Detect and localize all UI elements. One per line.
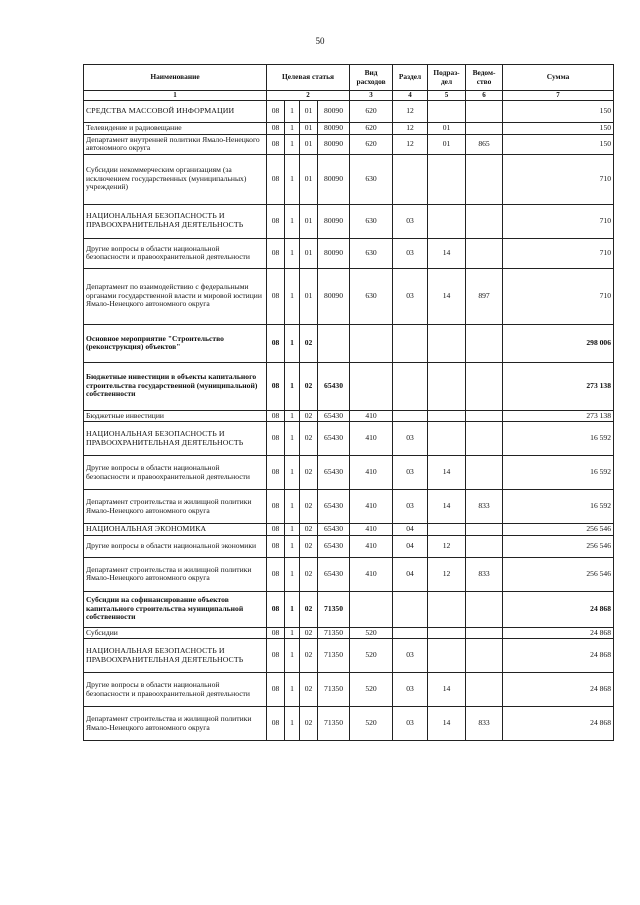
subsection-cell <box>428 591 466 627</box>
sum-cell: 710 <box>503 154 614 204</box>
subsection-cell: 14 <box>428 238 466 268</box>
subsection-cell: 14 <box>428 268 466 324</box>
table-row <box>84 557 614 591</box>
target-code-event: 02 <box>300 707 318 741</box>
target-code-direction: 65430 <box>318 490 350 524</box>
section-cell: 03 <box>393 422 428 456</box>
sum-cell: 710 <box>503 204 614 238</box>
table-row <box>84 362 614 410</box>
header-name: Наименование <box>84 65 267 91</box>
target-code-program: 08 <box>267 707 285 741</box>
table-row <box>84 238 614 268</box>
department-cell <box>466 673 503 707</box>
sum-cell: 24 868 <box>503 639 614 673</box>
target-code-direction: 71350 <box>318 627 350 639</box>
target-code-subprogram: 1 <box>285 557 300 591</box>
target-code-program: 08 <box>267 591 285 627</box>
row-name: НАЦИОНАЛЬНАЯ ЭКОНОМИКА <box>84 524 267 536</box>
target-code-subprogram: 1 <box>285 456 300 490</box>
target-code-direction: 80090 <box>318 134 350 154</box>
department-cell <box>466 627 503 639</box>
target-code-event: 02 <box>300 524 318 536</box>
table-body <box>84 101 614 741</box>
expense-type-cell: 410 <box>350 456 393 490</box>
table-row <box>84 707 614 741</box>
page-number: 50 <box>315 36 325 46</box>
target-code-event: 01 <box>300 268 318 324</box>
target-code-direction: 80090 <box>318 268 350 324</box>
target-code-program: 08 <box>267 490 285 524</box>
header-expense-type: Вид расходов <box>350 65 393 91</box>
department-cell: 833 <box>466 707 503 741</box>
table-row <box>84 639 614 673</box>
target-code-program: 08 <box>267 557 285 591</box>
target-code-program: 08 <box>267 639 285 673</box>
section-cell <box>393 362 428 410</box>
sum-cell: 150 <box>503 101 614 123</box>
department-cell <box>466 422 503 456</box>
subsection-cell <box>428 101 466 123</box>
target-code-direction: 65430 <box>318 535 350 557</box>
section-cell: 12 <box>393 123 428 135</box>
department-cell: 865 <box>466 134 503 154</box>
target-code-subprogram: 1 <box>285 154 300 204</box>
target-code-direction: 71350 <box>318 591 350 627</box>
department-cell <box>466 456 503 490</box>
target-code-event: 02 <box>300 591 318 627</box>
section-cell: 03 <box>393 639 428 673</box>
row-name: СРЕДСТВА МАССОВОЙ ИНФОРМАЦИИ <box>84 101 267 123</box>
subsection-cell <box>428 362 466 410</box>
row-name: Департамент внутренней политики Ямало-Ненецкого автономного округа <box>84 134 267 154</box>
section-cell <box>393 324 428 362</box>
sum-cell: 256 546 <box>503 524 614 536</box>
target-code-program: 08 <box>267 238 285 268</box>
table-row <box>84 673 614 707</box>
target-code-event: 01 <box>300 204 318 238</box>
department-cell <box>466 123 503 135</box>
header-subsection: Подраз-дел <box>428 65 466 91</box>
subsection-cell: 14 <box>428 456 466 490</box>
target-code-event: 02 <box>300 627 318 639</box>
row-name: Основное мероприятие "Строительство (реконструкция) объектов" <box>84 324 267 362</box>
column-number: 7 <box>503 91 614 101</box>
section-cell: 03 <box>393 673 428 707</box>
section-cell: 04 <box>393 535 428 557</box>
target-code-program: 08 <box>267 456 285 490</box>
target-code-program: 08 <box>267 362 285 410</box>
expense-type-cell: 520 <box>350 673 393 707</box>
column-numbers-row <box>84 91 614 101</box>
target-code-direction: 80090 <box>318 123 350 135</box>
department-cell <box>466 154 503 204</box>
row-name: НАЦИОНАЛЬНАЯ БЕЗОПАСНОСТЬ И ПРАВООХРАНИТЕЛЬНАЯ ДЕЯТЕЛЬНОСТЬ <box>84 204 267 238</box>
subsection-cell <box>428 410 466 422</box>
target-code-event: 02 <box>300 362 318 410</box>
expense-type-cell: 630 <box>350 268 393 324</box>
target-code-direction: 65430 <box>318 422 350 456</box>
expense-type-cell: 630 <box>350 238 393 268</box>
target-code-program: 08 <box>267 535 285 557</box>
target-code-event: 01 <box>300 123 318 135</box>
department-cell <box>466 101 503 123</box>
target-code-direction: 65430 <box>318 557 350 591</box>
target-code-event: 01 <box>300 238 318 268</box>
row-name: Другие вопросы в области национальной безопасности и правоохранительной деятельности <box>84 456 267 490</box>
target-code-event: 01 <box>300 154 318 204</box>
sum-cell: 273 138 <box>503 410 614 422</box>
subsection-cell <box>428 627 466 639</box>
department-cell <box>466 324 503 362</box>
expense-type-cell: 520 <box>350 707 393 741</box>
header-department: Ведом-ство <box>466 65 503 91</box>
column-number: 3 <box>350 91 393 101</box>
table-row <box>84 154 614 204</box>
subsection-cell <box>428 324 466 362</box>
target-code-direction: 71350 <box>318 673 350 707</box>
section-cell: 03 <box>393 268 428 324</box>
column-number: 2 <box>267 91 350 101</box>
target-code-direction: 65430 <box>318 362 350 410</box>
row-name: Департамент строительства и жилищной политики Ямало-Ненецкого автономного округа <box>84 490 267 524</box>
sum-cell: 24 868 <box>503 673 614 707</box>
target-code-subprogram: 1 <box>285 707 300 741</box>
target-code-direction <box>318 324 350 362</box>
sum-cell: 16 592 <box>503 456 614 490</box>
target-code-direction: 65430 <box>318 456 350 490</box>
section-cell <box>393 591 428 627</box>
budget-table <box>83 64 614 741</box>
table-row <box>84 456 614 490</box>
row-name: Бюджетные инвестиции <box>84 410 267 422</box>
department-cell <box>466 362 503 410</box>
row-name: Другие вопросы в области национальной экономики <box>84 535 267 557</box>
expense-type-cell: 630 <box>350 154 393 204</box>
target-code-subprogram: 1 <box>285 490 300 524</box>
target-code-subprogram: 1 <box>285 238 300 268</box>
expense-type-cell: 620 <box>350 101 393 123</box>
table-row <box>84 591 614 627</box>
row-name: Субсидии <box>84 627 267 639</box>
table-row <box>84 490 614 524</box>
subsection-cell: 12 <box>428 557 466 591</box>
row-name: Другие вопросы в области национальной безопасности и правоохранительной деятельности <box>84 673 267 707</box>
sum-cell: 298 006 <box>503 324 614 362</box>
target-code-event: 02 <box>300 324 318 362</box>
row-name: НАЦИОНАЛЬНАЯ БЕЗОПАСНОСТЬ И ПРАВООХРАНИТЕЛЬНАЯ ДЕЯТЕЛЬНОСТЬ <box>84 639 267 673</box>
target-code-event: 01 <box>300 134 318 154</box>
sum-cell: 273 138 <box>503 362 614 410</box>
target-code-direction: 65430 <box>318 524 350 536</box>
target-code-program: 08 <box>267 268 285 324</box>
sum-cell: 710 <box>503 268 614 324</box>
table-row <box>84 204 614 238</box>
target-code-program: 08 <box>267 627 285 639</box>
sum-cell: 24 868 <box>503 591 614 627</box>
target-code-subprogram: 1 <box>285 123 300 135</box>
target-code-event: 02 <box>300 557 318 591</box>
target-code-subprogram: 1 <box>285 362 300 410</box>
target-code-subprogram: 1 <box>285 639 300 673</box>
table-row <box>84 101 614 123</box>
target-code-event: 02 <box>300 422 318 456</box>
row-name: Департамент строительства и жилищной политики Ямало-Ненецкого автономного округа <box>84 707 267 741</box>
sum-cell: 24 868 <box>503 627 614 639</box>
sum-cell: 150 <box>503 123 614 135</box>
target-code-event: 02 <box>300 673 318 707</box>
target-code-subprogram: 1 <box>285 324 300 362</box>
row-name: Бюджетные инвестиции в объекты капитального строительства государственной (муниципальной) собственности <box>84 362 267 410</box>
table-row <box>84 410 614 422</box>
section-cell: 03 <box>393 456 428 490</box>
target-code-program: 08 <box>267 204 285 238</box>
expense-type-cell: 620 <box>350 134 393 154</box>
expense-type-cell <box>350 591 393 627</box>
target-code-event: 02 <box>300 410 318 422</box>
target-code-subprogram: 1 <box>285 535 300 557</box>
target-code-direction: 65430 <box>318 410 350 422</box>
section-cell: 12 <box>393 101 428 123</box>
target-code-program: 08 <box>267 134 285 154</box>
section-cell: 03 <box>393 238 428 268</box>
department-cell: 833 <box>466 490 503 524</box>
table-row <box>84 268 614 324</box>
expense-type-cell: 410 <box>350 410 393 422</box>
department-cell: 897 <box>466 268 503 324</box>
target-code-program: 08 <box>267 101 285 123</box>
row-name: Департамент по взаимодействию с федеральными органами государственной власти и мировой юстиции Ямало-Ненецкого автономного округа <box>84 268 267 324</box>
department-cell <box>466 410 503 422</box>
department-cell <box>466 591 503 627</box>
department-cell <box>466 524 503 536</box>
expense-type-cell: 520 <box>350 627 393 639</box>
department-cell <box>466 639 503 673</box>
table-row <box>84 422 614 456</box>
column-number: 6 <box>466 91 503 101</box>
expense-type-cell: 410 <box>350 422 393 456</box>
row-name: Другие вопросы в области национальной безопасности и правоохранительной деятельности <box>84 238 267 268</box>
target-code-direction: 80090 <box>318 154 350 204</box>
table-row <box>84 134 614 154</box>
sum-cell: 16 592 <box>503 422 614 456</box>
target-code-program: 08 <box>267 154 285 204</box>
expense-type-cell: 410 <box>350 557 393 591</box>
target-code-subprogram: 1 <box>285 524 300 536</box>
section-cell <box>393 410 428 422</box>
expense-type-cell: 410 <box>350 490 393 524</box>
section-cell: 04 <box>393 557 428 591</box>
subsection-cell: 12 <box>428 535 466 557</box>
target-code-program: 08 <box>267 524 285 536</box>
subsection-cell: 14 <box>428 673 466 707</box>
target-code-event: 02 <box>300 490 318 524</box>
expense-type-cell: 410 <box>350 524 393 536</box>
target-code-event: 02 <box>300 639 318 673</box>
target-code-direction: 71350 <box>318 707 350 741</box>
target-code-subprogram: 1 <box>285 134 300 154</box>
sum-cell: 256 546 <box>503 535 614 557</box>
section-cell: 04 <box>393 524 428 536</box>
target-code-event: 01 <box>300 101 318 123</box>
subsection-cell: 01 <box>428 123 466 135</box>
expense-type-cell <box>350 362 393 410</box>
section-cell: 12 <box>393 134 428 154</box>
target-code-subprogram: 1 <box>285 410 300 422</box>
target-code-event: 02 <box>300 456 318 490</box>
row-name: Субсидии некоммерческим организациям (за исключением государственных (муниципальных) учреждений) <box>84 154 267 204</box>
sum-cell: 256 546 <box>503 557 614 591</box>
target-code-direction: 80090 <box>318 204 350 238</box>
target-code-event: 02 <box>300 535 318 557</box>
table-row <box>84 123 614 135</box>
subsection-cell: 14 <box>428 490 466 524</box>
target-code-subprogram: 1 <box>285 101 300 123</box>
subsection-cell: 14 <box>428 707 466 741</box>
department-cell <box>466 238 503 268</box>
subsection-cell <box>428 524 466 536</box>
expense-type-cell: 410 <box>350 535 393 557</box>
target-code-program: 08 <box>267 123 285 135</box>
department-cell <box>466 535 503 557</box>
target-code-subprogram: 1 <box>285 591 300 627</box>
section-cell: 03 <box>393 490 428 524</box>
sum-cell: 710 <box>503 238 614 268</box>
subsection-cell <box>428 204 466 238</box>
sum-cell: 24 868 <box>503 707 614 741</box>
section-cell <box>393 154 428 204</box>
table-row <box>84 524 614 536</box>
department-cell: 833 <box>466 557 503 591</box>
table-row <box>84 324 614 362</box>
target-code-program: 08 <box>267 410 285 422</box>
subsection-cell <box>428 639 466 673</box>
section-cell <box>393 627 428 639</box>
target-code-subprogram: 1 <box>285 204 300 238</box>
column-number: 4 <box>393 91 428 101</box>
section-cell: 03 <box>393 707 428 741</box>
target-code-subprogram: 1 <box>285 268 300 324</box>
column-number: 1 <box>84 91 267 101</box>
target-code-direction: 71350 <box>318 639 350 673</box>
expense-type-cell: 630 <box>350 204 393 238</box>
target-code-program: 08 <box>267 673 285 707</box>
expense-type-cell <box>350 324 393 362</box>
target-code-direction: 80090 <box>318 238 350 268</box>
header-row <box>84 65 614 91</box>
expense-type-cell: 620 <box>350 123 393 135</box>
subsection-cell: 01 <box>428 134 466 154</box>
row-name: Субсидии на софинансирование объектов капитального строительства муниципальной собственности <box>84 591 267 627</box>
row-name: Департамент строительства и жилищной политики Ямало-Ненецкого автономного округа <box>84 557 267 591</box>
subsection-cell <box>428 154 466 204</box>
column-number: 5 <box>428 91 466 101</box>
target-code-subprogram: 1 <box>285 422 300 456</box>
section-cell: 03 <box>393 204 428 238</box>
target-code-direction: 80090 <box>318 101 350 123</box>
row-name: Телевидение и радиовещание <box>84 123 267 135</box>
header-target: Целевая статья <box>267 65 350 91</box>
expense-type-cell: 520 <box>350 639 393 673</box>
header-section: Раздел <box>393 65 428 91</box>
header-sum: Сумма <box>503 65 614 91</box>
table-row <box>84 535 614 557</box>
target-code-subprogram: 1 <box>285 627 300 639</box>
sum-cell: 150 <box>503 134 614 154</box>
sum-cell: 16 592 <box>503 490 614 524</box>
department-cell <box>466 204 503 238</box>
target-code-program: 08 <box>267 324 285 362</box>
table-row <box>84 627 614 639</box>
target-code-program: 08 <box>267 422 285 456</box>
subsection-cell <box>428 422 466 456</box>
target-code-subprogram: 1 <box>285 673 300 707</box>
row-name: НАЦИОНАЛЬНАЯ БЕЗОПАСНОСТЬ И ПРАВООХРАНИТЕЛЬНАЯ ДЕЯТЕЛЬНОСТЬ <box>84 422 267 456</box>
